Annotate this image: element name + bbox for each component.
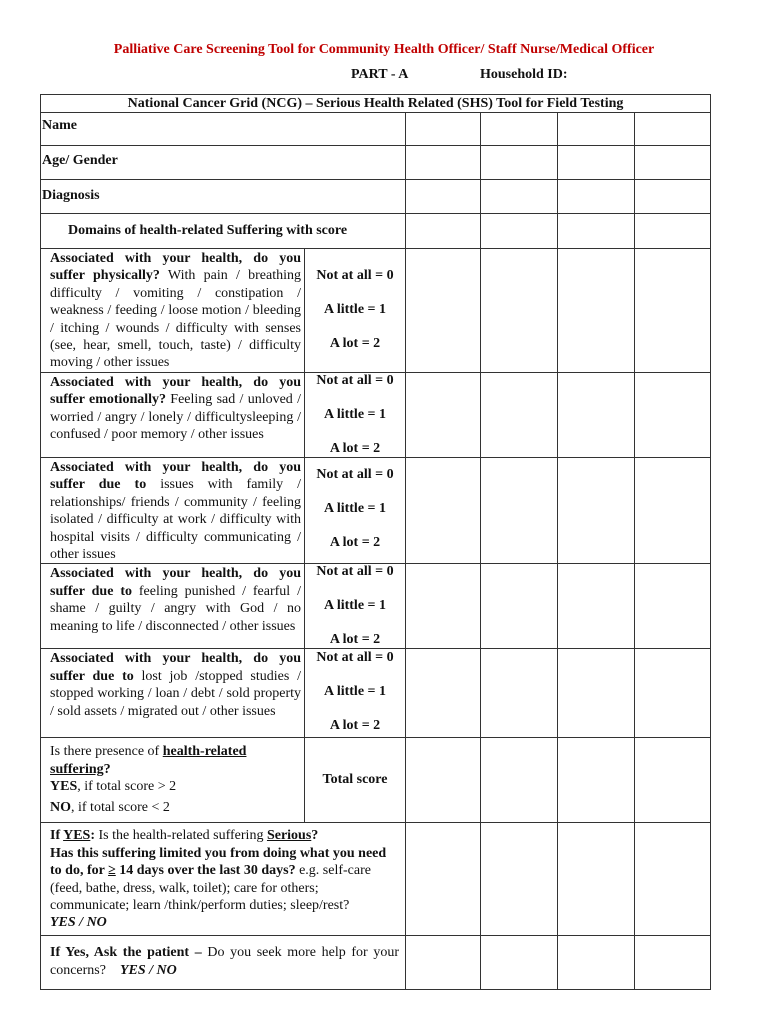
total-score-cell[interactable] [558, 738, 635, 823]
score-not-at-all: Not at all = 0 [316, 373, 394, 388]
score-options [305, 373, 406, 458]
score-cell[interactable] [558, 373, 635, 458]
form-title: Palliative Care Screening Tool for Community Health Officer/ Staff Nurse/Medical Officer [113, 42, 655, 57]
ask-cell[interactable] [481, 936, 558, 990]
part-label: PART - A [351, 67, 409, 82]
domains-cell [481, 214, 558, 249]
question-row [41, 373, 711, 458]
presence-row [41, 738, 711, 823]
score-a-lot: A lot = 2 [329, 718, 381, 734]
score-cell[interactable] [406, 649, 481, 738]
score-cell[interactable] [406, 373, 481, 458]
ask-cell[interactable] [406, 936, 481, 990]
score-a-lot: A lot = 2 [329, 535, 381, 550]
total-score-cell[interactable] [635, 738, 711, 823]
serious-row [41, 823, 711, 936]
score-cell[interactable] [635, 373, 711, 458]
total-score-cell[interactable] [481, 738, 558, 823]
diagnosis-row [41, 180, 711, 214]
score-cell[interactable] [481, 373, 558, 458]
age-gender-label: Age/ Gender [41, 146, 406, 180]
score-options [305, 458, 406, 564]
age-gender-cell[interactable] [635, 146, 711, 180]
ask-cell[interactable] [558, 936, 635, 990]
age-gender-cell[interactable] [558, 146, 635, 180]
ask-answer[interactable]: YES / NO [119, 962, 177, 978]
score-cell[interactable] [635, 458, 711, 564]
question-row [41, 249, 711, 373]
score-cell[interactable] [558, 458, 635, 564]
score-cell[interactable] [635, 564, 711, 649]
score-cell[interactable] [406, 458, 481, 564]
score-cell[interactable] [406, 564, 481, 649]
score-cell[interactable] [558, 249, 635, 373]
diagnosis-label: Diagnosis [41, 180, 406, 214]
score-a-little: A little = 1 [323, 501, 387, 516]
domains-row [41, 214, 711, 249]
score-cell[interactable] [558, 649, 635, 738]
age-gender-cell[interactable] [406, 146, 481, 180]
household-id-label: Household ID: [480, 67, 568, 82]
serious-question: If YES: Is the health-related suffering Serious? Has this suffering limited you from doing what you need to do, for ≥ 14 days over the last 30 days? e.g. self-care (feed, bathe, dress, walk, toilet); care for others; communicate; learn /think/perform duties; sleep/rest? YES / NO [41, 823, 406, 936]
serious-cell[interactable] [481, 823, 558, 936]
name-row [41, 113, 711, 146]
diagnosis-cell[interactable] [558, 180, 635, 214]
score-options [305, 564, 406, 649]
score-a-little: A little = 1 [323, 407, 387, 422]
score-cell[interactable] [481, 564, 558, 649]
name-label: Name [41, 113, 406, 146]
score-a-little: A little = 1 [323, 302, 387, 317]
ask-cell[interactable] [635, 936, 711, 990]
domains-cell [558, 214, 635, 249]
name-cell[interactable] [406, 113, 481, 146]
diagnosis-cell[interactable] [481, 180, 558, 214]
table-caption: National Cancer Grid (NCG) – Serious Health Related (SHS) Tool for Field Testing [41, 95, 711, 113]
question-text: Associated with your health, do you suffer physically? With pain / breathing difficulty / vomiting / constipation / weakness / feeding / loose motion / bleeding / itching / wounds / difficulty with senses (see, hear, smell, touch, taste) / difficulty moving / other issues [41, 249, 305, 373]
presence-question: Is there presence of health-related suffering? YES, if total score > 2 NO, if total score < 2 [41, 738, 305, 823]
ask-row [41, 936, 711, 990]
score-cell[interactable] [635, 649, 711, 738]
score-options [305, 649, 406, 738]
name-cell[interactable] [558, 113, 635, 146]
score-cell[interactable] [558, 564, 635, 649]
question-text: Associated with your health, do you suffer due to issues with family / relationships/ friends / community / feeling isolated / difficulty at work / difficulty with hospital visits / difficulty communicating / other issues [41, 458, 305, 564]
total-score-label: Total score [305, 738, 406, 823]
serious-cell[interactable] [406, 823, 481, 936]
question-text: Associated with your health, do you suffer due to feeling punished / fearful / shame / guilty / angry with God / no meaning to life / disconnected / other issues [41, 564, 305, 649]
score-cell[interactable] [481, 249, 558, 373]
total-score-cell[interactable] [406, 738, 481, 823]
score-cell[interactable] [406, 249, 481, 373]
score-a-lot: A lot = 2 [329, 336, 381, 351]
diagnosis-cell[interactable] [406, 180, 481, 214]
domains-heading: Domains of health-related Suffering with score [41, 214, 406, 249]
score-a-little: A little = 1 [323, 684, 387, 700]
name-cell[interactable] [635, 113, 711, 146]
question-row [41, 649, 711, 738]
name-cell[interactable] [481, 113, 558, 146]
score-a-little: A little = 1 [323, 598, 387, 614]
domains-cell [635, 214, 711, 249]
serious-cell[interactable] [558, 823, 635, 936]
score-not-at-all: Not at all = 0 [316, 467, 394, 482]
age-gender-row [41, 146, 711, 180]
question-text: Associated with your health, do you suffer due to lost job /stopped studies / stopped working / loan / debt / sold property / sold assets / migrated out / other issues [41, 649, 305, 738]
score-not-at-all: Not at all = 0 [316, 564, 394, 580]
score-cell[interactable] [481, 458, 558, 564]
score-not-at-all: Not at all = 0 [316, 650, 394, 666]
diagnosis-cell[interactable] [635, 180, 711, 214]
question-row [41, 458, 711, 564]
question-text: Associated with your health, do you suffer emotionally? Feeling sad / unloved / worried / angry / lonely / difficultysleeping / confused / poor memory / other issues [41, 373, 305, 458]
age-gender-cell[interactable] [481, 146, 558, 180]
serious-answer[interactable]: YES / NO [50, 915, 107, 931]
score-a-lot: A lot = 2 [329, 441, 381, 456]
score-a-lot: A lot = 2 [329, 632, 381, 648]
score-cell[interactable] [635, 249, 711, 373]
question-row [41, 564, 711, 649]
score-cell[interactable] [481, 649, 558, 738]
table-caption-row [41, 95, 711, 113]
score-not-at-all: Not at all = 0 [316, 268, 394, 283]
ask-question: If Yes, Ask the patient – Do you seek more help for your concerns? YES / NO [41, 936, 406, 990]
domains-cell [406, 214, 481, 249]
screening-table [40, 94, 711, 990]
serious-cell[interactable] [635, 823, 711, 936]
score-options [305, 249, 406, 373]
